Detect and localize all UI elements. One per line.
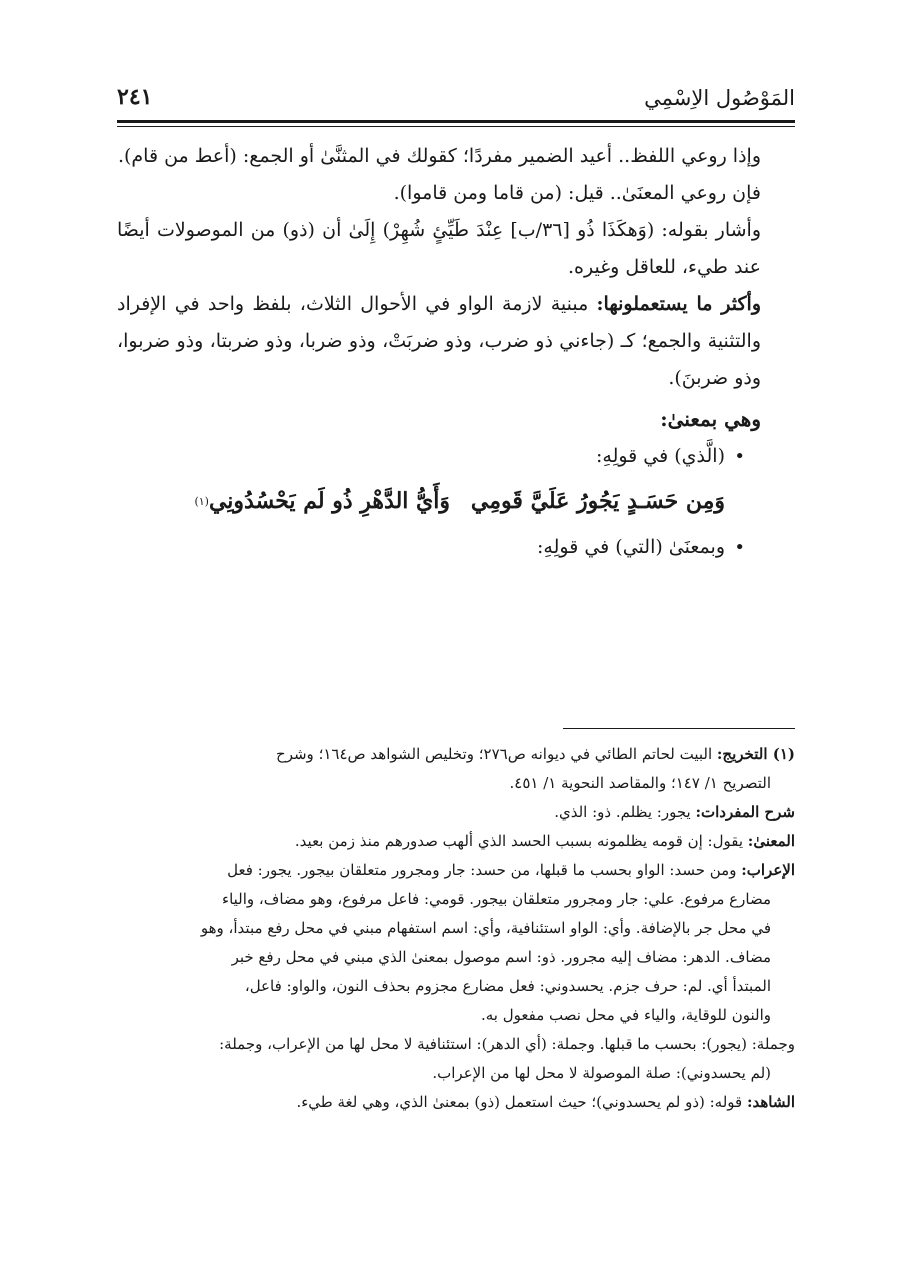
header-rule-thin: [117, 126, 795, 127]
poetry-verse: [117, 481, 795, 525]
verse-second-hemistich: [194, 483, 450, 520]
footnotes: [117, 740, 795, 1117]
bullet-1-text: (الَّذي) في قولِهِ:: [595, 445, 725, 467]
footnote-vocab-label: شرح المفردات:: [695, 803, 795, 821]
footnote-meaning-label: المعنىٰ:: [747, 832, 795, 850]
footnote-meaning: [117, 827, 795, 856]
footnote-irab-line2: مضارع مرفوع. علي: جار ومجرور متعلقان بيجور. قومي: فاعل مرفوع، وهو مضاف، والياء: [222, 890, 771, 908]
footnote-shahid-label: الشاهد:: [746, 1093, 795, 1111]
footnote-meaning-text: يقول: إن قومه يظلمونه بسبب الحسد الذي ألهب صدورهم منذ زمن بعيد.: [294, 832, 748, 850]
main-text: [117, 138, 795, 566]
footnote-takhrij-label: (١) التخريج:: [716, 745, 795, 763]
footnote-shahid: [117, 1088, 795, 1117]
footnote-takhrij-text: البيت لحاتم الطائي في ديوانه ص٢٧٦؛ وتخليص الشواهد ص١٦٤؛ وشرح: [276, 745, 717, 763]
footnote-irab-line5: المبتدأ أي. لم: حرف جزم. يحسدوني: فعل مضارع مجزوم بحذف النون، والواو: فاعل،: [244, 977, 771, 995]
footnote-jumla-line1: وجملة: (يجور): بحسب ما قبلها. وجملة: (أي الدهر): استئنافية لا محل لها من الإعراب، وجملة:: [219, 1035, 795, 1053]
paragraph-4: [117, 286, 795, 397]
bullet-2-text: وبمعنَىٰ (التي) في قولِهِ:: [537, 536, 725, 558]
footnote-ref[interactable]: (١): [194, 495, 209, 508]
footnote-takhrij-cont: التصريح ١/ ١٤٧؛ والمقاصد النحوية ١/ ٤٥١.: [509, 774, 771, 792]
paragraph-4-text: مبنية لازمة الواو في الأحوال الثلاث، بلفظ واحد في الإفراد والتثنية والجمع؛ كـ (جاءني ذو ضرب، وذو ضربَتْ، وذو ضربا، وذو ضربتا، وذو ضربوا، وذو ضربنَ).: [117, 293, 761, 389]
bullet-icon: •: [734, 446, 745, 467]
verse-first-hemistich: وَمِن حَسَـدٍ يَجُورُ عَلَيَّ قَومِي: [470, 488, 725, 514]
subheading: وهي بمعنىٰ:: [660, 407, 761, 431]
footnote-takhrij: [117, 740, 795, 769]
bullet-item-1: [117, 438, 795, 475]
footnote-irab: [117, 856, 795, 885]
chapter-title: المَوْصُول الاِسْمِي: [644, 86, 795, 110]
paragraph-2: فإن روعي المعنَىٰ.. قيل: (من قاما ومن قاموا).: [393, 182, 761, 204]
footnote-jumla-line2: (لم يحسدوني): صلة الموصولة لا محل لها من الإعراب.: [432, 1064, 771, 1082]
paragraph-3: وأشار بقوله: (وَهكَذَا ذُو [٣٦/ب] عِنْدَ طَيِّئٍ شُهِرْ) إِلَىٰ أن (ذو) من الموصولات أيضًا عند طيء، للعاقل وغيره.: [117, 219, 761, 278]
footnote-shahid-text: قوله: (ذو لم يحسدوني)؛ حيث استعمل (ذو) بمعنىٰ الذي، وهي لغة طيء.: [296, 1093, 747, 1111]
paragraph-1: وإذا روعي اللفظ.. أعيد الضمير مفردًا؛ كقولك في المثنَّىٰ أو الجمع: (أعط من قام).: [117, 145, 761, 167]
footnote-irab-label: الإعراب:: [741, 861, 795, 879]
footnote-vocab: [117, 798, 795, 827]
paragraph-4-lead: وأكثر ما يستعملونها:: [596, 293, 761, 315]
footnote-irab-line4: مضاف. الدهر: مضاف إليه مجرور. ذو: اسم موصول بمعنىٰ الذي مبني في محل رفع خبر: [231, 948, 771, 966]
footnote-separator: [563, 728, 795, 729]
bullet-icon: •: [734, 537, 745, 558]
verse-second-text: وَأَيُّ الدَّهْرِ ذُو لَم يَحْسُدُونِي: [208, 488, 450, 514]
header-rule-thick: [117, 120, 795, 123]
footnote-irab-line1: ومن حسد: الواو بحسب ما قبلها، من حسد: جار ومجرور متعلقان بيجور. يجور: فعل: [227, 861, 742, 879]
page-header: [117, 80, 795, 116]
footnote-irab-line3: في محل جر بالإضافة. وأي: الواو استئنافية، وأي: اسم استفهام مبني في محل رفع مبتدأ، وهو: [200, 919, 771, 937]
footnote-vocab-text: يجور: يظلم. ذو: الذي.: [554, 803, 696, 821]
bullet-item-2: [117, 529, 795, 566]
page-number: ٢٤١: [117, 84, 153, 110]
footnote-irab-line6: والنون للوقاية، والياء في محل نصب مفعول به.: [480, 1006, 771, 1024]
